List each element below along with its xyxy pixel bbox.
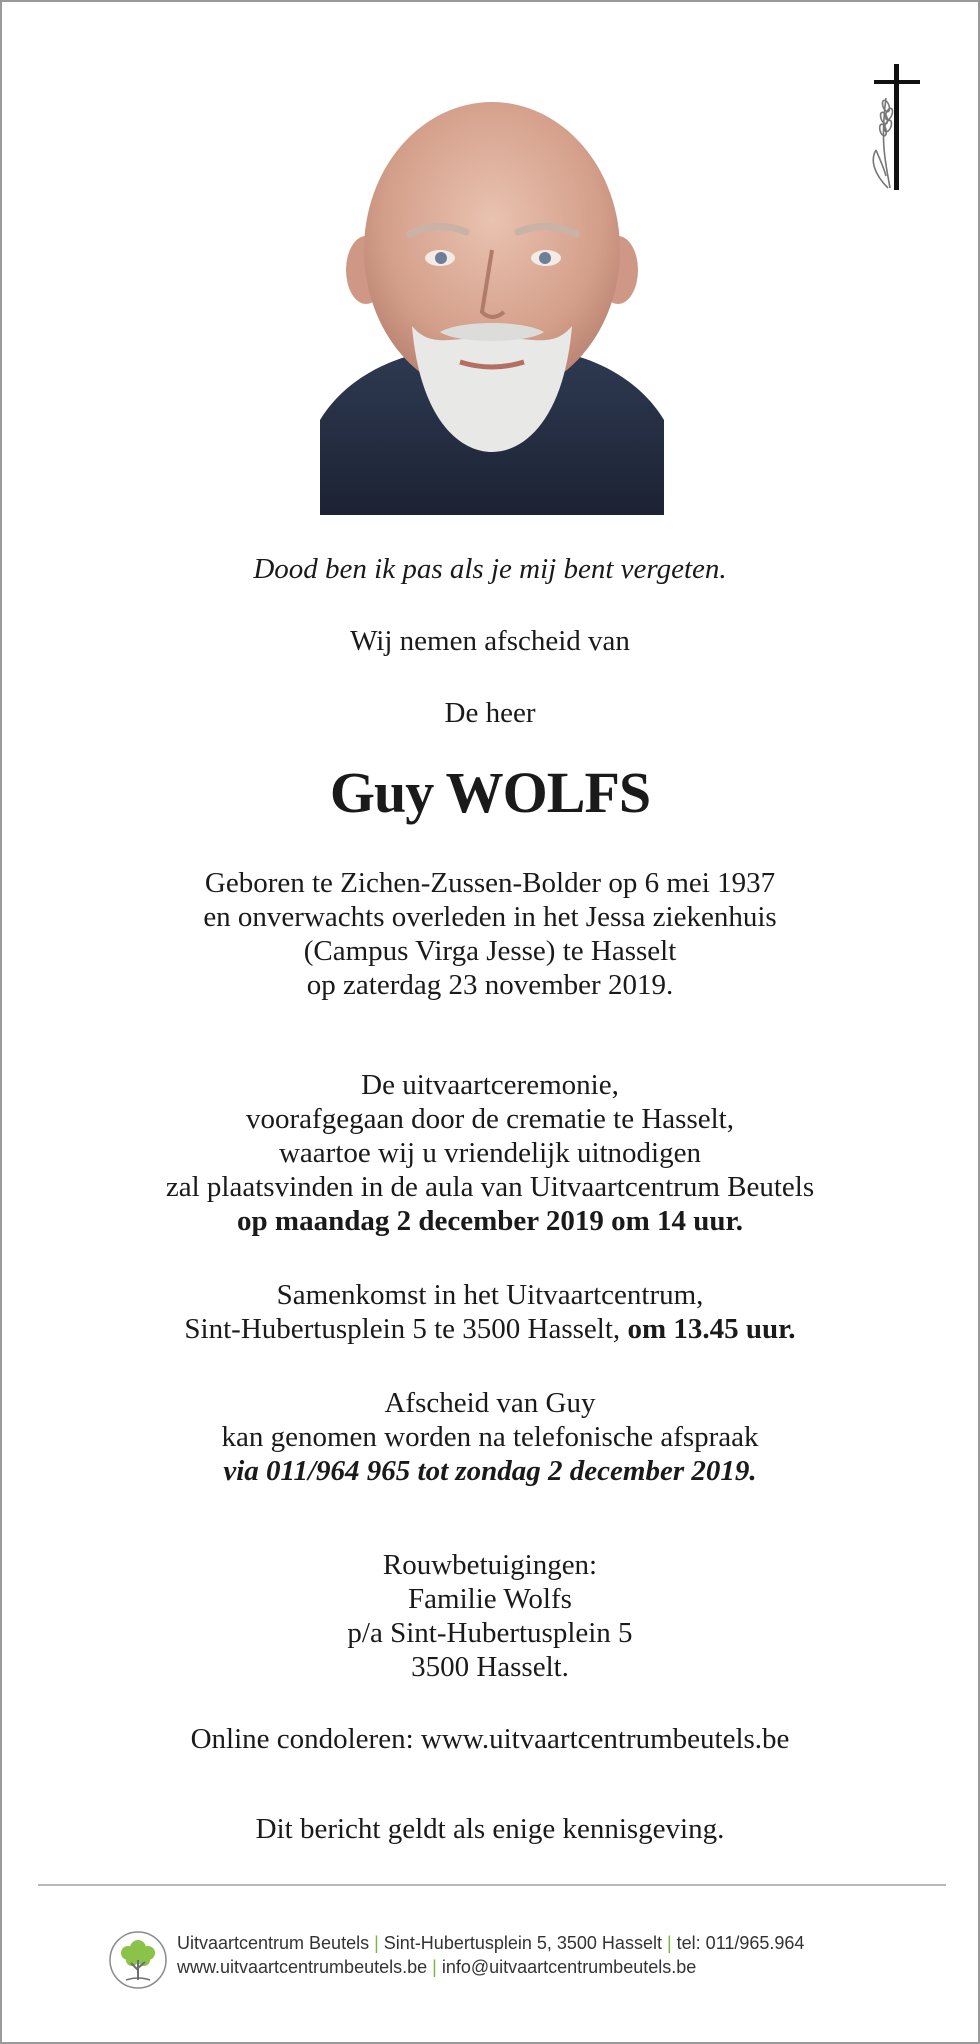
footer-email-link[interactable]: info@uitvaartcentrumbeutels.be bbox=[441, 1957, 697, 1977]
ceremony-line-2: voorafgegaan door de crematie te Hasselt, bbox=[246, 1103, 734, 1135]
farewell-line-3: via 011/964 965 tot zondag 2 december 2019. bbox=[223, 1455, 757, 1487]
footer-website-link[interactable]: www.uitvaartcentrumbeutels.be bbox=[177, 1957, 428, 1977]
footer-line-2 bbox=[177, 1955, 804, 1979]
deceased-name: Guy WOLFS bbox=[329, 760, 651, 825]
cross-icon bbox=[860, 64, 932, 190]
salutation: De heer bbox=[444, 697, 536, 729]
portrait-photo bbox=[320, 100, 664, 515]
footer-separator: | bbox=[666, 1933, 672, 1953]
gathering-line-1: Samenkomst in het Uitvaartcentrum, bbox=[276, 1279, 704, 1311]
footer-company: Uitvaartcentrum Beutels bbox=[177, 1933, 370, 1953]
footer-divider bbox=[38, 1884, 946, 1886]
gathering-time: om 13.45 uur. bbox=[627, 1313, 796, 1345]
condolences-family: Familie Wolfs bbox=[408, 1583, 572, 1615]
footer-line-1 bbox=[177, 1931, 804, 1955]
footer-address: Sint-Hubertusplein 5, 3500 Hasselt bbox=[383, 1933, 662, 1953]
farewell-line-1: Afscheid van Guy bbox=[384, 1387, 596, 1419]
birth-line-2: en onverwachts overleden in het Jessa ziekenhuis bbox=[203, 901, 777, 933]
condolences-address: p/a Sint-Hubertusplein 5 bbox=[347, 1617, 633, 1649]
ceremony-line-4: zal plaatsvinden in de aula van Uitvaartcentrum Beutels bbox=[165, 1171, 815, 1203]
gathering-address: Sint-Hubertusplein 5 te 3500 Hasselt, bbox=[184, 1313, 621, 1345]
ceremony-date: op maandag 2 december 2019 om 14 uur. bbox=[237, 1205, 743, 1237]
notice-text: Dit bericht geldt als enige kennisgeving. bbox=[255, 1813, 725, 1845]
intro-text: Wij nemen afscheid van bbox=[350, 625, 630, 657]
gathering-line-2 bbox=[2, 1312, 978, 1346]
birth-line-1: Geboren te Zichen-Zussen-Bolder op 6 mei 1937 bbox=[204, 867, 776, 899]
condolences-heading: Rouwbetuigingen: bbox=[382, 1549, 598, 1581]
footer-contact bbox=[177, 1931, 804, 1979]
footer-phone[interactable]: tel: 011/965.964 bbox=[676, 1933, 805, 1953]
tree-logo-icon bbox=[108, 1930, 168, 1990]
ceremony-line-3: waartoe wij u vriendelijk uitnodigen bbox=[278, 1137, 701, 1169]
footer-separator: | bbox=[432, 1957, 437, 1977]
farewell-line-2: kan genomen worden na telefonische afspraak bbox=[221, 1421, 759, 1453]
online-condolences: Online condoleren: www.uitvaartcentrumbeutels.be bbox=[190, 1723, 790, 1755]
birth-line-3: (Campus Virga Jesse) te Hasselt bbox=[303, 935, 677, 967]
ceremony-line-1: De uitvaartceremonie, bbox=[361, 1069, 619, 1101]
birth-line-4: op zaterdag 23 november 2019. bbox=[306, 969, 674, 1001]
condolences-city: 3500 Hasselt. bbox=[411, 1651, 569, 1683]
footer-separator: | bbox=[374, 1933, 379, 1953]
memorial-quote: Dood ben ik pas als je mij bent vergeten. bbox=[253, 553, 727, 585]
